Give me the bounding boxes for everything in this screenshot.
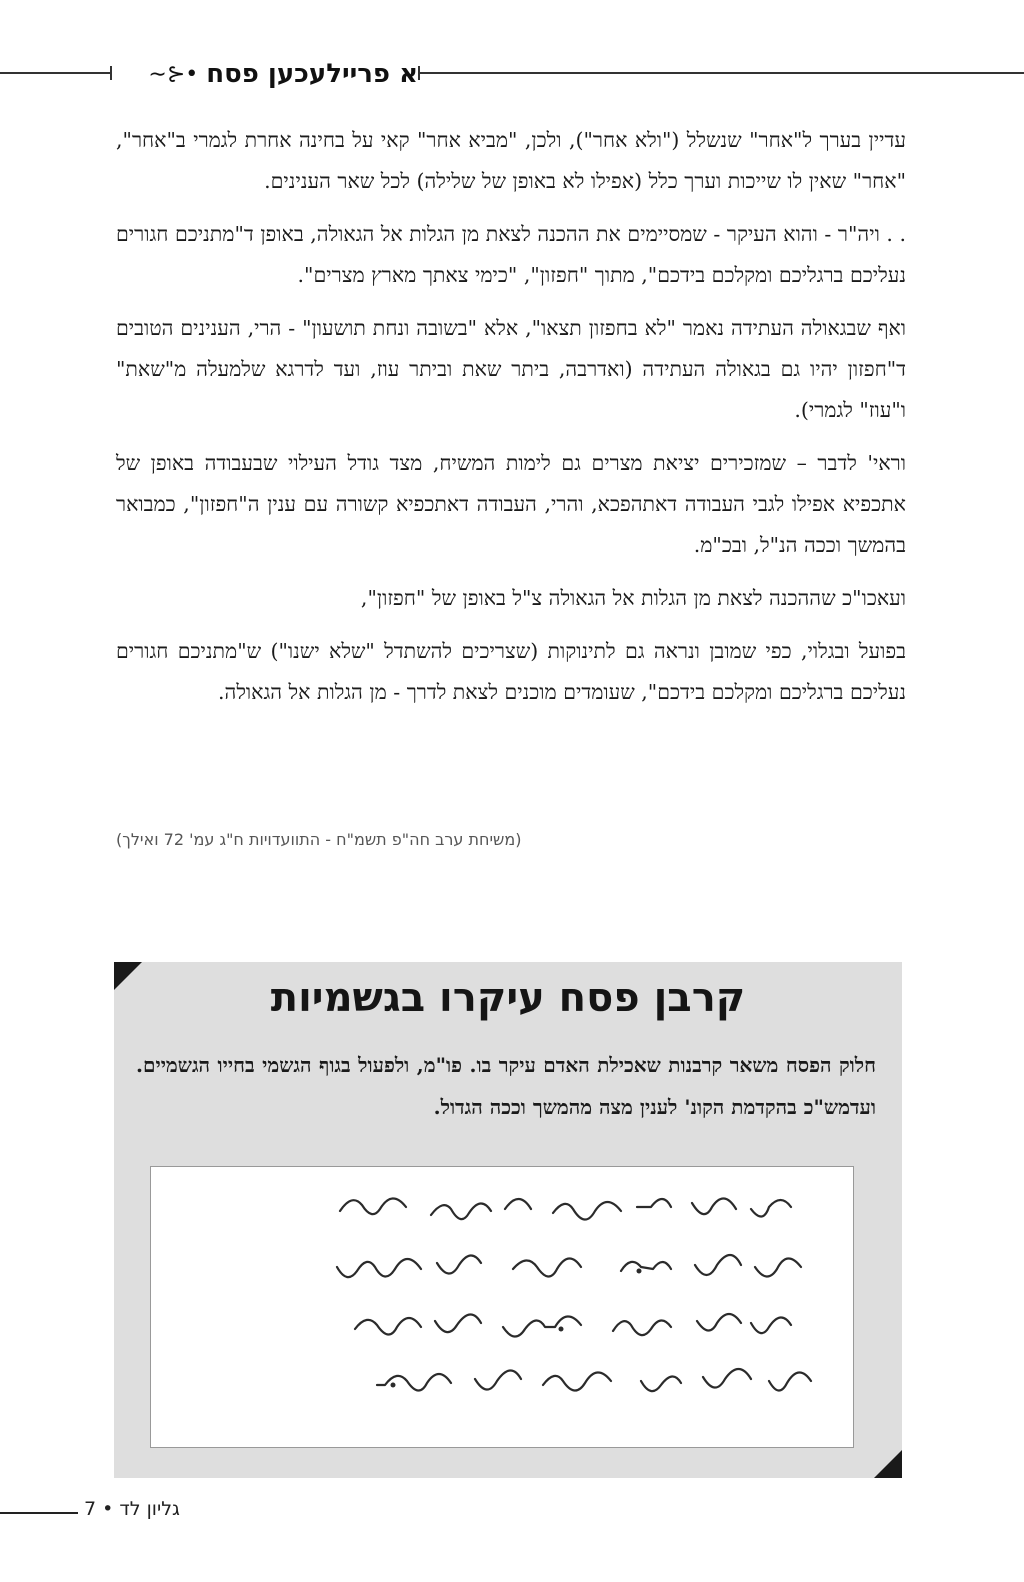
body-text: [116, 120, 906, 725]
header-rule-left: [0, 72, 112, 74]
handwritten-manuscript: [150, 1166, 854, 1448]
source-citation: (משיחת ערב חה"פ תשמ"ח - התוועדויות ח"ג עמ' 72 ואילך): [116, 830, 522, 849]
paragraph: וראי' לדבר – שמזכירים יציאת מצרים גם לימות המשיח, מצד גודל העילוי שבעבודה באופן של אתכפיא אפילו לגבי העבודה דאתהפכא, והרי, העבודה דאתכפיא קשורה עם ענין ה"חפזון", כמבואר בהמשך וככה הנ"ל, ובכ"מ.: [116, 451, 906, 557]
box-text: חלוק הפסח משאר קרבנות שאכילת האדם עיקר בו. פו"מ, ולפעול בגוף הגשמי בחייו הגשמיים. ועדמש"כ בהקדמת הקונ' לענין מצה מהמשך וככה הגדול.: [136, 1053, 876, 1119]
handwriting-image: [151, 1167, 853, 1447]
paragraph: בפועל ובגלוי, כפי שמובן ונראה גם לתינוקות (שצריכים להשתדל "שלא ישנו") ש"מתניכם חגורים נעליכם ברגליכם ומקלכם בידכם", שעומדים מוכנים לצאת לדרך - מן הגלות אל הגאולה.: [116, 639, 906, 704]
footer-rule: [0, 1512, 78, 1514]
paragraph: עדיין בערך ל"אחר" שנשלל ("ולא אחר"), ולכן, "מביא אחר" קאי על בחינה אחרת לגמרי ב"אחר", "אחר" שאין לו שייכות וערך כלל (אפילו לא באופן של שלילה) לכל שאר הענינים.: [116, 128, 906, 193]
paragraph: ועאכו"כ שההכנה לצאת מן הגלות אל הגאולה צ"ל באופן של "חפזון",: [360, 586, 906, 610]
header-ornament-icon: •⊰∽: [148, 61, 199, 87]
box-title: קרבן פסח עיקרו בגשמיות: [270, 975, 746, 1021]
header-rule-tick-right: [418, 66, 420, 80]
header-rule-tick-left: [110, 66, 112, 80]
paragraph: . . ויה"ר - והוא העיקר - שמסיימים את ההכנה לצאת מן הגלות אל הגאולה, באופן ד"מתניכם חגורים נעליכם ברגליכם ומקלכם בידכם", מתוך "חפזון", "כימי צאתך מארץ מצרים".: [116, 222, 906, 287]
running-header: [118, 52, 418, 96]
corner-triangle-bottom-right: [874, 1450, 902, 1478]
page-number: גליון לד • 7: [84, 1498, 180, 1520]
header-rule-right: [420, 72, 1024, 74]
header-title: א פריילעכען פסח: [206, 59, 418, 89]
paragraph: ואף שבגאולה העתידה נאמר "לא בחפזון תצאו", אלא "בשובה ונחת תושעון" - הרי, הענינים הטובים ד"חפזון יהיו גם בגאולה העתידה (ואדרבה, ביתר שאת וביתר עוז, ועד לדרגא שלמעלה מ"שאת" ו"עוז" לגמרי).: [116, 316, 906, 422]
